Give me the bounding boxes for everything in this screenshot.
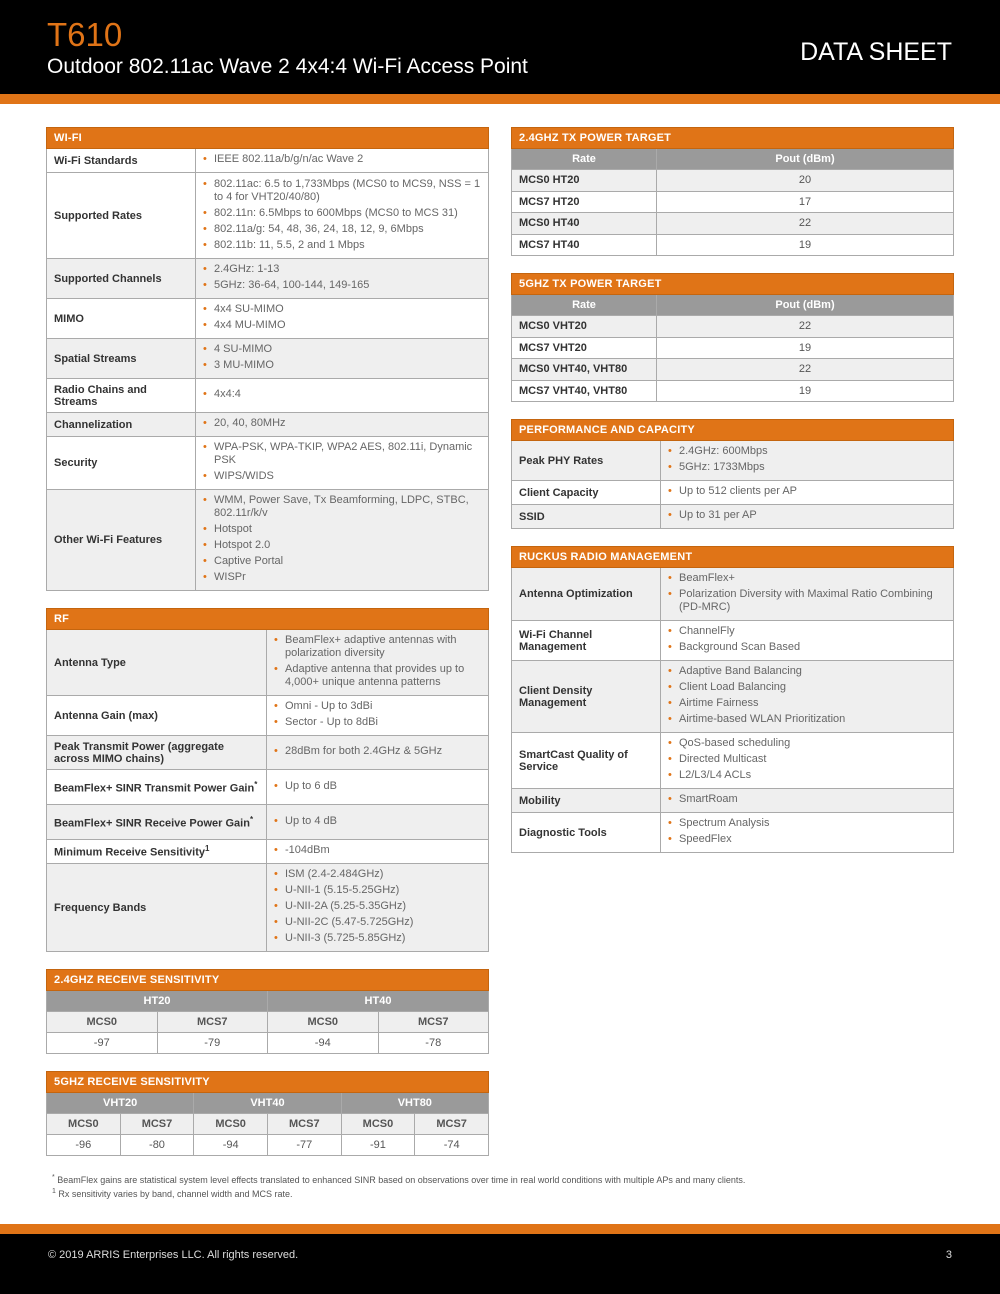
document-type: DATA SHEET [800, 38, 952, 66]
list-item: • SmartRoam [668, 793, 946, 806]
list-item: • 4x4 SU-MIMO [203, 303, 481, 316]
pout-cell: 22 [657, 316, 954, 338]
table-row [512, 337, 954, 359]
list-item: • 2.4GHz: 1-13 [203, 263, 481, 276]
header-accent-bar [0, 94, 1000, 104]
row-label: Diagnostic Tools [512, 813, 661, 853]
left-column [46, 127, 489, 1173]
list-item: • 20, 40, 80MHz [203, 417, 481, 430]
value-cell: -79 [157, 1033, 268, 1054]
row-label: Antenna Gain (max) [47, 696, 267, 736]
performance-table [511, 419, 954, 529]
sub-header: MCS0 [194, 1114, 268, 1135]
list-item: • U-NII-1 (5.15-5.25GHz) [274, 884, 481, 897]
column-header: Pout (dBm) [657, 149, 954, 170]
rx-24ghz-table [46, 969, 489, 1054]
sub-header: MCS0 [47, 1012, 158, 1033]
table-row [512, 213, 954, 235]
table-row [47, 413, 489, 437]
rate-cell: MCS0 VHT20 [512, 316, 657, 338]
list-item: • 28dBm for both 2.4GHz & 5GHz [274, 745, 481, 758]
list-item: • Directed Multicast [668, 753, 946, 766]
list-item: • Hotspot 2.0 [203, 539, 481, 552]
pout-cell: 22 [657, 359, 954, 381]
group-header: HT20 [47, 991, 268, 1012]
value-cell: -78 [378, 1033, 489, 1054]
group-header: HT40 [268, 991, 489, 1012]
table-row [47, 379, 489, 413]
row-label: Peak PHY Rates [512, 441, 661, 481]
table-row [47, 630, 489, 696]
list-item: • 802.11b: 11, 5.5, 2 and 1 Mbps [203, 239, 481, 252]
row-label: BeamFlex+ SINR Transmit Power Gain* [47, 770, 267, 805]
table-row [512, 441, 954, 481]
value-cell: -74 [415, 1135, 489, 1156]
value-cell: -80 [120, 1135, 194, 1156]
list-item: • QoS-based scheduling [668, 737, 946, 750]
footnotes [52, 1172, 745, 1200]
row-label: Security [47, 437, 196, 490]
rate-cell: MCS0 VHT40, VHT80 [512, 359, 657, 381]
rx-5ghz-table [46, 1071, 489, 1156]
rate-cell: MCS7 VHT40, VHT80 [512, 380, 657, 402]
list-item: • 802.11ac: 6.5 to 1,733Mbps (MCS0 to MCS9, NSS = 1 to 4 for VHT20/40/80) [203, 178, 481, 204]
pout-cell: 19 [657, 380, 954, 402]
row-label: Mobility [512, 789, 661, 813]
table-row [512, 568, 954, 621]
row-label: Client Capacity [512, 481, 661, 505]
list-item: • Adaptive antenna that provides up to 4,000+ unique antenna patterns [274, 663, 481, 689]
list-item: • Adaptive Band Balancing [668, 665, 946, 678]
list-item: • 2.4GHz: 600Mbps [668, 445, 946, 458]
list-item: • Up to 4 dB [274, 815, 481, 828]
list-item: • 802.11n: 6.5Mbps to 600Mbps (MCS0 to MCS 31) [203, 207, 481, 220]
list-item: • Up to 31 per AP [668, 509, 946, 522]
list-item: • WMM, Power Save, Tx Beamforming, LDPC, STBC, 802.11r/k/v [203, 494, 481, 520]
table-row [512, 234, 954, 256]
sub-header: MCS7 [378, 1012, 489, 1033]
list-item: • Up to 512 clients per AP [668, 485, 946, 498]
value-cell: -91 [341, 1135, 415, 1156]
sub-header: MCS7 [120, 1114, 194, 1135]
group-header: VHT80 [341, 1093, 488, 1114]
value-cell: -97 [47, 1033, 158, 1054]
table-row [47, 259, 489, 299]
pout-cell: 19 [657, 234, 954, 256]
page-header [0, 0, 1000, 94]
sub-header: MCS0 [341, 1114, 415, 1135]
list-item: • Airtime Fairness [668, 697, 946, 710]
section-title: 2.4GHZ TX POWER TARGET [512, 128, 954, 149]
column-header: Pout (dBm) [657, 295, 954, 316]
product-subtitle: Outdoor 802.11ac Wave 2 4x4:4 Wi-Fi Access Point [47, 55, 528, 78]
table-row [512, 359, 954, 381]
list-item: • 5GHz: 36-64, 100-144, 149-165 [203, 279, 481, 292]
product-model: T610 [47, 16, 123, 53]
row-label: SSID [512, 505, 661, 529]
table-row [512, 813, 954, 853]
section-title: RUCKUS RADIO MANAGEMENT [512, 547, 954, 568]
list-item: • Up to 6 dB [274, 780, 481, 793]
list-item: • Background Scan Based [668, 641, 946, 654]
footnote: $^1$ Rx sensitivity varies by band, channel width and MCS rate. [52, 1188, 293, 1199]
list-item: • 3 MU-MIMO [203, 359, 481, 372]
row-label: Wi-Fi Standards [47, 149, 196, 173]
table-row [512, 621, 954, 661]
table-row [512, 316, 954, 338]
list-item: • 4x4:4 [203, 388, 481, 401]
table-row [512, 191, 954, 213]
section-title: 5GHZ TX POWER TARGET [512, 274, 954, 295]
row-label: Client Density Management [512, 661, 661, 733]
radio-management-table [511, 546, 954, 853]
list-item: • 4 SU-MIMO [203, 343, 481, 356]
rate-cell: MCS7 VHT20 [512, 337, 657, 359]
group-header: VHT40 [194, 1093, 341, 1114]
rate-cell: MCS0 HT20 [512, 170, 657, 192]
rate-cell: MCS7 HT20 [512, 191, 657, 213]
page-number: 3 [945, 1249, 952, 1261]
table-row [512, 733, 954, 789]
list-item: • -104dBm [274, 844, 481, 857]
list-item: • Client Load Balancing [668, 681, 946, 694]
list-item: • U-NII-2C (5.47-5.725GHz) [274, 916, 481, 929]
table-row [47, 173, 489, 259]
tx-5ghz-table [511, 273, 954, 402]
row-label: Spatial Streams [47, 339, 196, 379]
value-cell: -94 [268, 1033, 379, 1054]
table-row [47, 490, 489, 591]
list-item: • L2/L3/L4 ACLs [668, 769, 946, 782]
row-label: Wi-Fi Channel Management [512, 621, 661, 661]
list-item: • SpeedFlex [668, 833, 946, 846]
row-label: Radio Chains and Streams [47, 379, 196, 413]
table-row [47, 437, 489, 490]
list-item: • Airtime-based WLAN Prioritization [668, 713, 946, 726]
table-row [47, 805, 489, 840]
pout-cell: 20 [657, 170, 954, 192]
table-row [47, 299, 489, 339]
table-row [512, 505, 954, 529]
list-item: • Omni - Up to 3dBi [274, 700, 481, 713]
list-item: • IEEE 802.11a/b/g/n/ac Wave 2 [203, 153, 481, 166]
list-item: • 4x4 MU-MIMO [203, 319, 481, 332]
list-item: • ISM (2.4-2.484GHz) [274, 868, 481, 881]
list-item: • Sector - Up to 8dBi [274, 716, 481, 729]
table-row [47, 736, 489, 770]
list-item: • BeamFlex+ adaptive antennas with polarization diversity [274, 634, 481, 660]
right-column [511, 127, 954, 870]
row-label: Peak Transmit Power (aggregate across MIMO chains) [47, 736, 267, 770]
table-row [47, 770, 489, 805]
value-cell: -94 [194, 1135, 268, 1156]
row-label: Other Wi-Fi Features [47, 490, 196, 591]
list-item: • Hotspot [203, 523, 481, 536]
row-label: Frequency Bands [47, 864, 267, 952]
section-title: 2.4GHZ RECEIVE SENSITIVITY [47, 970, 489, 991]
row-label: Minimum Receive Sensitivity$^1$ [47, 840, 267, 864]
value-cell: -96 [47, 1135, 121, 1156]
rate-cell: MCS7 HT40 [512, 234, 657, 256]
section-title: PERFORMANCE AND CAPACITY [512, 420, 954, 441]
page-footer [0, 1234, 1000, 1294]
copyright-text: © 2019 ARRIS Enterprises LLC. All rights reserved. [48, 1249, 299, 1261]
footer-accent-bar [0, 1224, 1000, 1234]
list-item: • 802.11a/g: 54, 48, 36, 24, 18, 12, 9, 6Mbps [203, 223, 481, 236]
column-header: Rate [512, 295, 657, 316]
tx-24ghz-table [511, 127, 954, 256]
list-item: • Spectrum Analysis [668, 817, 946, 830]
sub-header: MCS0 [268, 1012, 379, 1033]
list-item: • WPA-PSK, WPA-TKIP, WPA2 AES, 802.11i, Dynamic PSK [203, 441, 481, 467]
table-row [512, 661, 954, 733]
footnote: * BeamFlex gains are statistical system level effects translated to enhanced SINR based on observations over time in real world conditions with multiple APs and many clients. [52, 1174, 746, 1185]
table-row [512, 170, 954, 192]
pout-cell: 22 [657, 213, 954, 235]
list-item: • 5GHz: 1733Mbps [668, 461, 946, 474]
sub-header: MCS0 [47, 1114, 121, 1135]
list-item: • U-NII-2A (5.25-5.35GHz) [274, 900, 481, 913]
list-item: • BeamFlex+ [668, 572, 946, 585]
group-header: VHT20 [47, 1093, 194, 1114]
sub-header: MCS7 [267, 1114, 341, 1135]
sub-header: MCS7 [157, 1012, 268, 1033]
list-item: • WISPr [203, 571, 481, 584]
list-item: • Polarization Diversity with Maximal Ratio Combining (PD-MRC) [668, 588, 946, 614]
row-label: MIMO [47, 299, 196, 339]
list-item: • U-NII-3 (5.725-5.85GHz) [274, 932, 481, 945]
section-title: WI-FI [47, 128, 489, 149]
row-label: BeamFlex+ SINR Receive Power Gain* [47, 805, 267, 840]
table-row [47, 840, 489, 864]
section-title: 5GHZ RECEIVE SENSITIVITY [47, 1072, 489, 1093]
row-label: Antenna Type [47, 630, 267, 696]
pout-cell: 19 [657, 337, 954, 359]
table-row [512, 380, 954, 402]
rate-cell: MCS0 HT40 [512, 213, 657, 235]
rf-table [46, 608, 489, 952]
table-row [512, 789, 954, 813]
column-header: Rate [512, 149, 657, 170]
section-title: RF [47, 609, 489, 630]
list-item: • Captive Portal [203, 555, 481, 568]
pout-cell: 17 [657, 191, 954, 213]
list-item: • ChannelFly [668, 625, 946, 638]
row-label: Supported Rates [47, 173, 196, 259]
table-row [47, 339, 489, 379]
wifi-table [46, 127, 489, 591]
sub-header: MCS7 [415, 1114, 489, 1135]
table-row [512, 481, 954, 505]
row-label: Supported Channels [47, 259, 196, 299]
list-item: • WIPS/WIDS [203, 470, 481, 483]
table-row [47, 696, 489, 736]
value-cell: -77 [267, 1135, 341, 1156]
row-label: Channelization [47, 413, 196, 437]
table-row [47, 149, 489, 173]
row-label: SmartCast Quality of Service [512, 733, 661, 789]
table-row [47, 864, 489, 952]
row-label: Antenna Optimization [512, 568, 661, 621]
